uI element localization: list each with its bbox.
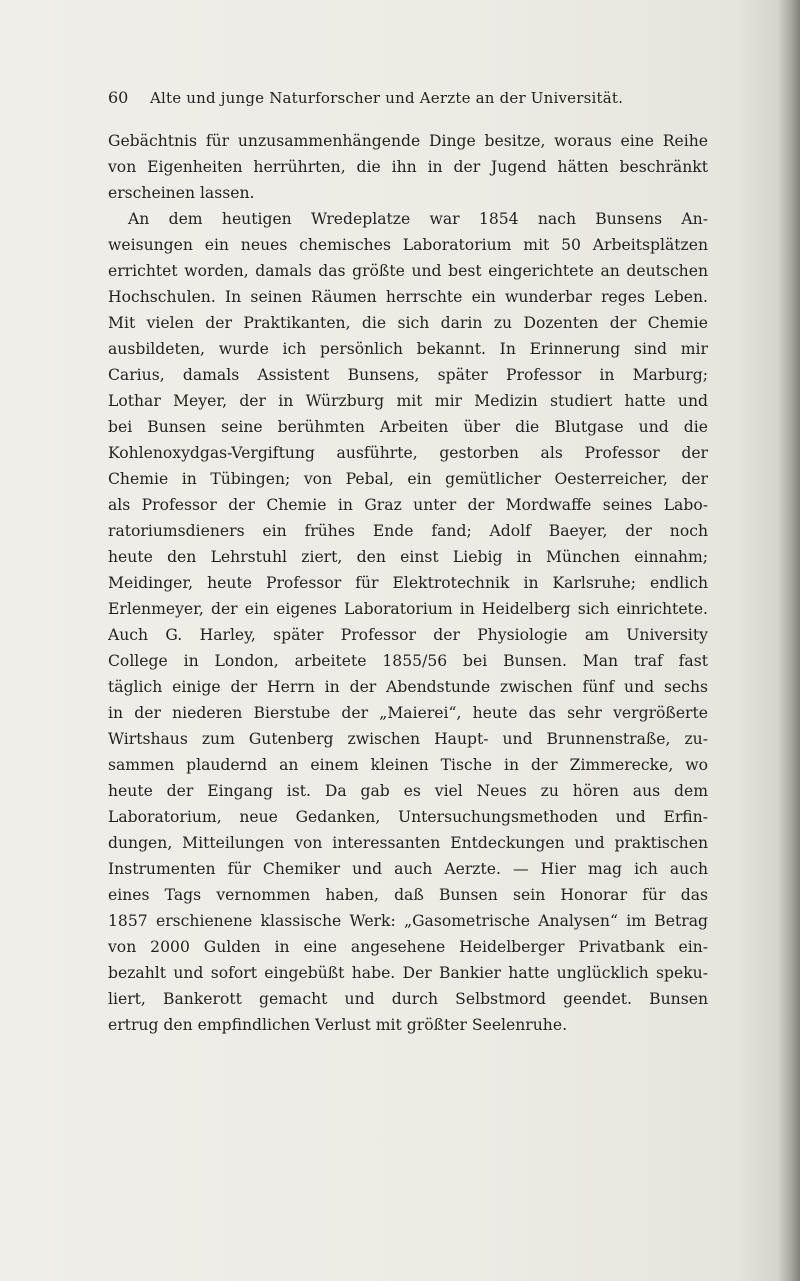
text-line: als Professor der Chemie in Graz unter der Mordwaffe seines Labo- [108,496,708,514]
text-line: täglich einige der Herrn in der Abendstunde zwischen fünf und sechs [108,678,708,696]
text-line: in der niederen Bierstube der „Maierei“, heute das sehr vergrößerte [108,704,708,722]
text-line: liert, Bankerott gemacht und durch Selbstmord geendet. Bunsen [108,990,708,1008]
text-line: errichtet worden, damals das größte und best eingerichtete an deutschen [108,262,708,280]
text-line: ausbildeten, wurde ich persönlich bekannt. In Erinnerung sind mir [108,340,708,358]
text-line: weisungen ein neues chemisches Laboratorium mit 50 Arbeitsplätzen [108,236,708,254]
text-line: sammen plaudernd an einem kleinen Tische in der Zimmerecke, wo [108,756,708,774]
text-line: Meidinger, heute Professor für Elektrotechnik in Karlsruhe; endlich [108,574,708,592]
text-line: heute den Lehrstuhl ziert, den einst Liebig in München einnahm; [108,548,708,566]
text-line: heute der Eingang ist. Da gab es viel Neues zu hören aus dem [108,782,708,800]
text-line: An dem heutigen Wredeplatze war 1854 nach Bunsens An- [128,210,708,228]
text-line: Lothar Meyer, der in Würzburg mit mir Medizin studiert hatte und [108,392,708,410]
running-title: Alte und junge Naturforscher und Aerzte an der Universität. [150,89,624,107]
text-line: erscheinen lassen. [108,184,255,202]
text-line: Wirtshaus zum Gutenberg zwischen Haupt- und Brunnenstraße, zu- [108,730,708,748]
body-text [108,128,708,1038]
text-line: College in London, arbeitete 1855/56 bei Bunsen. Man traf fast [108,652,708,670]
text-line: Erlenmeyer, der ein eigenes Laboratorium in Heidelberg sich einrichtete. [108,600,708,618]
text-line: eines Tags vernommen haben, daß Bunsen sein Honorar für das [108,886,708,904]
text-line: Auch G. Harley, später Professor der Physiologie am University [108,626,708,644]
text-line: Mit vielen der Praktikanten, die sich darin zu Dozenten der Chemie [108,314,708,332]
page-number: 60 [108,88,129,107]
text-line: bezahlt und sofort eingebüßt habe. Der Bankier hatte unglücklich speku- [108,964,708,982]
text-line: bei Bunsen seine berühmten Arbeiten über die Blutgase und die [108,418,708,436]
text-line: Chemie in Tübingen; von Pebal, ein gemütlicher Oesterreicher, der [108,470,708,488]
text-line: Kohlenoxydgas-Vergiftung ausführte, gestorben als Professor der [108,444,708,462]
text-line: ratoriumsdieners ein frühes Ende fand; Adolf Baeyer, der noch [108,522,708,540]
text-line: Gebächtnis für unzusammenhängende Dinge besitze, woraus eine Reihe [108,132,708,150]
text-line: dungen, Mitteilungen von interessanten Entdeckungen und praktischen [108,834,708,852]
text-line: 1857 erschienene klassische Werk: „Gasometrische Analysen“ im Betrag [108,912,708,930]
text-line: Carius, damals Assistent Bunsens, später Professor in Marburg; [108,366,708,384]
text-line: von 2000 Gulden in eine angesehene Heidelberger Privatbank ein- [108,938,708,956]
page-header [108,86,708,110]
text-line: von Eigenheiten herrührten, die ihn in der Jugend hätten beschränkt [108,158,708,176]
text-line: ertrug den empfindlichen Verlust mit größter Seelenruhe. [108,1016,568,1034]
text-line: Laboratorium, neue Gedanken, Untersuchungsmethoden und Erfin- [108,808,708,826]
text-line: Instrumenten für Chemiker und auch Aerzte. — Hier mag ich auch [108,860,708,878]
scan-edge-shadow [778,0,800,1281]
text-line: Hochschulen. In seinen Räumen herrschte ein wunderbar reges Leben. [108,288,708,306]
